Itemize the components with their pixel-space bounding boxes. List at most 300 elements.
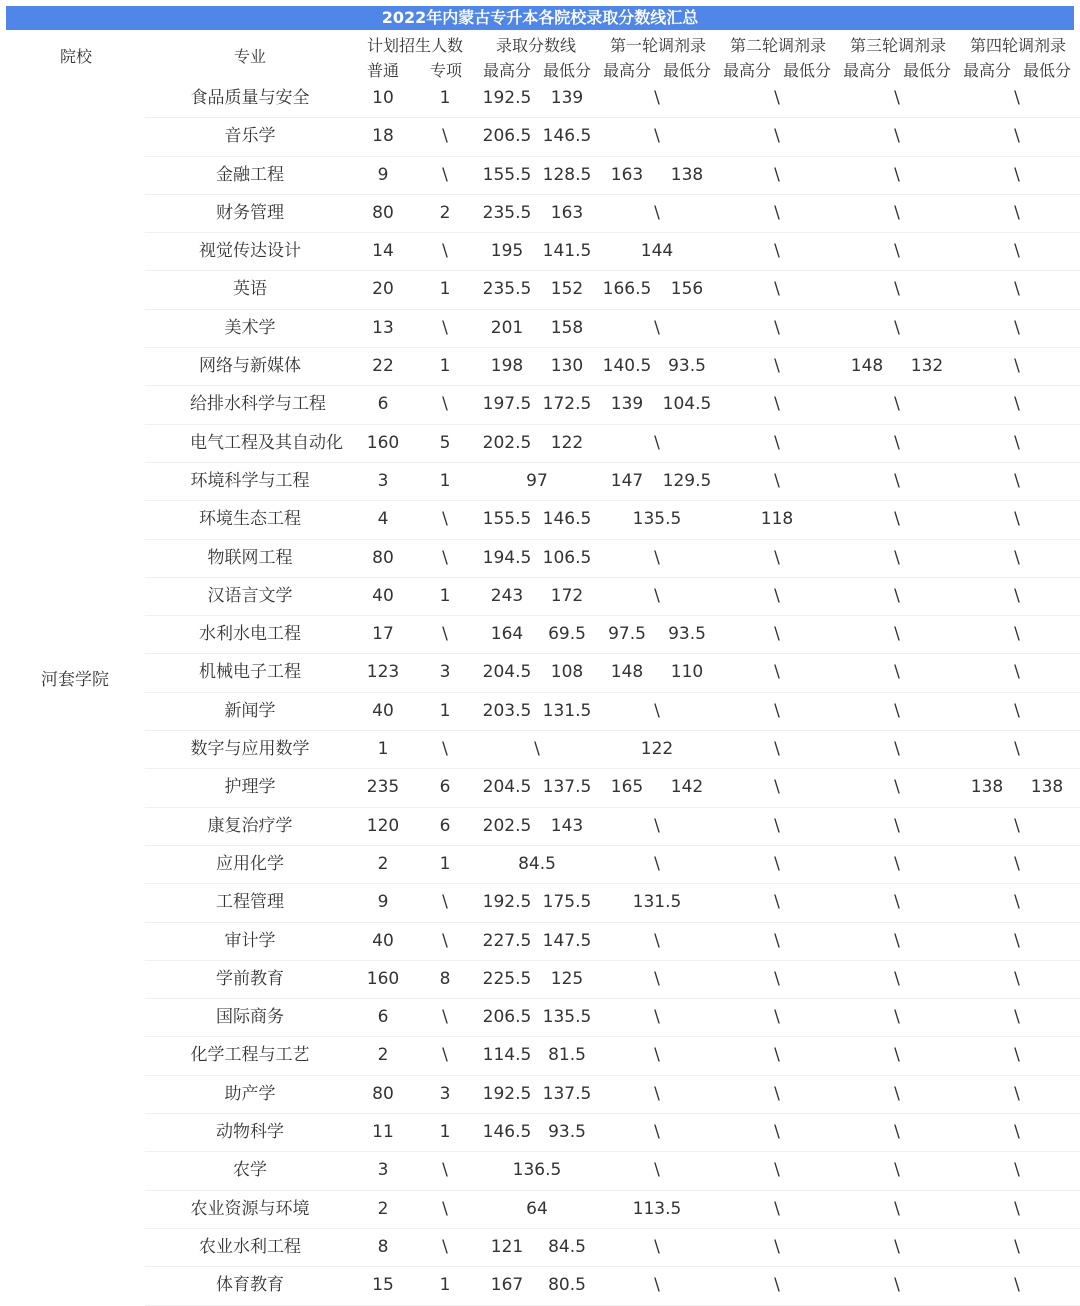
cell-major: 化学工程与工艺 — [190, 1045, 310, 1066]
cell-major: 新闻学 — [224, 700, 276, 721]
cell-special: 1 — [439, 356, 451, 377]
cell-r1: \ — [654, 585, 660, 606]
cell-special: \ — [442, 164, 448, 185]
cell-r1: 144 — [640, 241, 674, 262]
cell-amin: 125 — [550, 968, 584, 989]
cell-r2: \ — [774, 853, 780, 874]
cell-special: 6 — [439, 815, 451, 836]
cell-amin: 84.5 — [548, 1236, 586, 1257]
table-row — [145, 578, 1080, 616]
cell-special: 1 — [439, 700, 451, 721]
table-row — [145, 846, 1080, 884]
cell-amin: 131.5 — [542, 700, 592, 721]
cell-r3: \ — [894, 1122, 900, 1143]
cell-amin: 106.5 — [542, 547, 592, 568]
cell-special: \ — [442, 547, 448, 568]
cell-r4min: 138 — [1030, 777, 1064, 798]
cell-amin: 135.5 — [542, 1007, 592, 1028]
cell-amin: 163 — [550, 202, 584, 223]
cell-r4: \ — [1014, 1045, 1020, 1066]
cell-amax: 198 — [490, 356, 524, 377]
cell-special: 1 — [439, 279, 451, 300]
cell-r3: \ — [894, 892, 900, 913]
table-row — [145, 310, 1080, 348]
cell-r1: 135.5 — [632, 509, 682, 530]
cell-major: 英语 — [233, 279, 267, 300]
cell-special: \ — [442, 241, 448, 262]
cell-normal: 8 — [377, 1236, 389, 1257]
cell-r1: \ — [654, 815, 660, 836]
header-plan-special: 专项 — [429, 61, 462, 80]
cell-r1: \ — [654, 1045, 660, 1066]
cell-amin: 143 — [550, 815, 584, 836]
cell-r3: \ — [894, 394, 900, 415]
cell-r4: \ — [1014, 279, 1020, 300]
cell-normal: 40 — [372, 700, 394, 721]
cell-r3: \ — [894, 739, 900, 760]
cell-r4: \ — [1014, 202, 1020, 223]
cell-normal: 17 — [372, 624, 394, 645]
cell-r1min: 138 — [670, 164, 704, 185]
header-round3: 第三轮调剂录 — [849, 36, 946, 55]
cell-amax: 206.5 — [482, 126, 532, 147]
cell-major: 物联网工程 — [207, 547, 293, 568]
cell-r1: \ — [654, 1160, 660, 1181]
cell-normal: 3 — [377, 1160, 389, 1181]
cell-amin: 146.5 — [542, 126, 592, 147]
cell-r1: 131.5 — [632, 892, 682, 913]
table-header — [0, 30, 1080, 80]
cell-major: 工程管理 — [216, 892, 284, 913]
cell-r3: \ — [894, 1198, 900, 1219]
cell-normal: 80 — [372, 547, 394, 568]
cell-major: 电气工程及其自动化 — [190, 432, 343, 453]
cell-major: 网络与新媒体 — [199, 356, 301, 377]
cell-r1max: 163 — [610, 164, 644, 185]
cell-r2: \ — [774, 968, 780, 989]
cell-amax: 192.5 — [482, 88, 532, 108]
cell-special: \ — [442, 624, 448, 645]
cell-amin: 147.5 — [542, 930, 592, 951]
cell-major: 体育教育 — [216, 1275, 284, 1296]
cell-special: \ — [442, 317, 448, 338]
cell-amax: 192.5 — [482, 1083, 532, 1104]
cell-r3: \ — [894, 88, 900, 108]
cell-r2: \ — [774, 585, 780, 606]
cell-r2: \ — [774, 624, 780, 645]
cell-amax: 201 — [490, 317, 524, 338]
cell-major: 数字与应用数学 — [190, 739, 310, 760]
cell-r2: \ — [774, 356, 780, 377]
cell-normal: 160 — [366, 432, 400, 453]
cell-special: \ — [442, 1236, 448, 1257]
cell-special: 3 — [439, 1083, 451, 1104]
cell-normal: 20 — [372, 279, 394, 300]
cell-r1: \ — [654, 547, 660, 568]
cell-a: 64 — [526, 1198, 548, 1219]
cell-r3: \ — [894, 1083, 900, 1104]
cell-special: \ — [442, 930, 448, 951]
cell-amin: 172 — [550, 585, 584, 606]
cell-r3: \ — [894, 1007, 900, 1028]
cell-normal: 2 — [377, 1045, 389, 1066]
header-round1: 第一轮调剂录 — [609, 36, 706, 55]
header-min: 最低分 — [662, 61, 711, 80]
cell-r1: \ — [654, 1275, 660, 1296]
cell-r4: \ — [1014, 470, 1020, 491]
table-row — [145, 80, 1080, 118]
cell-r1max: 165 — [610, 777, 644, 798]
cell-amax: 192.5 — [482, 892, 532, 913]
cell-r4: \ — [1014, 317, 1020, 338]
table-row — [145, 731, 1080, 769]
table-row — [145, 769, 1080, 807]
cell-special: 1 — [439, 88, 451, 108]
cell-r2: \ — [774, 777, 780, 798]
cell-r2: \ — [774, 1045, 780, 1066]
cell-r4: \ — [1014, 815, 1020, 836]
cell-amax: 235.5 — [482, 202, 532, 223]
cell-r3: \ — [894, 585, 900, 606]
cell-r1: \ — [654, 1007, 660, 1028]
cell-r1: \ — [654, 1083, 660, 1104]
header-school: 院校 — [59, 47, 92, 66]
cell-normal: 2 — [377, 1198, 389, 1219]
cell-r4: \ — [1014, 1007, 1020, 1028]
cell-r4: \ — [1014, 509, 1020, 530]
table-row — [145, 693, 1080, 731]
cell-major: 水利水电工程 — [199, 624, 301, 645]
header-max: 最高分 — [962, 61, 1011, 80]
cell-r4: \ — [1014, 241, 1020, 262]
cell-special: \ — [442, 739, 448, 760]
table-row — [145, 1267, 1080, 1305]
header-max: 最高分 — [482, 61, 531, 80]
cell-r1max: 97.5 — [608, 624, 646, 645]
cell-major: 农业水利工程 — [199, 1236, 301, 1257]
cell-r4: \ — [1014, 1275, 1020, 1296]
cell-amax: 206.5 — [482, 1007, 532, 1028]
cell-amax: 227.5 — [482, 930, 532, 951]
cell-r3: \ — [894, 241, 900, 262]
cell-special: \ — [442, 394, 448, 415]
cell-r1: \ — [654, 853, 660, 874]
cell-normal: 160 — [366, 968, 400, 989]
cell-major: 音乐学 — [224, 126, 276, 147]
cell-r4: \ — [1014, 624, 1020, 645]
cell-amin: 139 — [550, 88, 584, 108]
cell-special: \ — [442, 1198, 448, 1219]
cell-r1max: 147 — [610, 470, 644, 491]
cell-amax: 202.5 — [482, 432, 532, 453]
cell-major: 环境科学与工程 — [190, 470, 310, 491]
table-row — [145, 1152, 1080, 1190]
cell-r1max: 139 — [610, 394, 644, 415]
cell-r1min: 142 — [670, 777, 704, 798]
cell-r4: \ — [1014, 892, 1020, 913]
cell-amax: 204.5 — [482, 662, 532, 683]
cell-special: \ — [442, 1045, 448, 1066]
cell-normal: 11 — [372, 1122, 394, 1143]
header-plan-normal: 普通 — [366, 61, 399, 80]
table-row — [145, 1191, 1080, 1229]
cell-r2: \ — [774, 1160, 780, 1181]
cell-special: 1 — [439, 1122, 451, 1143]
cell-amax: 203.5 — [482, 700, 532, 721]
cell-special: \ — [442, 1007, 448, 1028]
table-row — [145, 463, 1080, 501]
cell-major: 汉语言文学 — [207, 585, 293, 606]
table-row — [145, 1229, 1080, 1267]
cell-special: 5 — [439, 432, 451, 453]
cell-r4: \ — [1014, 853, 1020, 874]
cell-major: 学前教育 — [216, 968, 284, 989]
cell-r3min: 132 — [910, 356, 944, 377]
cell-major: 金融工程 — [216, 164, 284, 185]
cell-major: 农学 — [233, 1160, 267, 1181]
cell-r3: \ — [894, 662, 900, 683]
header-min: 最低分 — [542, 61, 591, 80]
cell-normal: 1 — [377, 739, 389, 760]
cell-amax: 155.5 — [482, 164, 532, 185]
cell-r2: \ — [774, 88, 780, 108]
cell-amin: 172.5 — [542, 394, 592, 415]
cell-major: 给排水科学与工程 — [190, 394, 326, 415]
cell-r2: \ — [774, 317, 780, 338]
cell-amax: 155.5 — [482, 509, 532, 530]
cell-r1min: 156 — [670, 279, 704, 300]
cell-normal: 14 — [372, 241, 394, 262]
table-row — [145, 540, 1080, 578]
cell-normal: 80 — [372, 202, 394, 223]
cell-r3: \ — [894, 853, 900, 874]
cell-normal: 22 — [372, 356, 394, 377]
cell-r1min: 129.5 — [662, 470, 712, 491]
cell-major: 机械电子工程 — [199, 662, 301, 683]
cell-normal: 40 — [372, 930, 394, 951]
cell-r2: \ — [774, 1083, 780, 1104]
cell-r4: \ — [1014, 126, 1020, 147]
cell-r1: \ — [654, 88, 660, 108]
cell-r4: \ — [1014, 547, 1020, 568]
cell-r3: \ — [894, 777, 900, 798]
cell-r2: \ — [774, 547, 780, 568]
cell-amin: 137.5 — [542, 777, 592, 798]
cell-r4: \ — [1014, 739, 1020, 760]
cell-amin: 130 — [550, 356, 584, 377]
header-max: 最高分 — [722, 61, 771, 80]
cell-r3: \ — [894, 509, 900, 530]
cell-normal: 80 — [372, 1083, 394, 1104]
cell-r3: \ — [894, 432, 900, 453]
cell-amax: 167 — [490, 1275, 524, 1296]
cell-r4: \ — [1014, 585, 1020, 606]
cell-r4: \ — [1014, 1236, 1020, 1257]
cell-amax: 114.5 — [482, 1045, 532, 1066]
cell-r3: \ — [894, 624, 900, 645]
table-row — [145, 501, 1080, 539]
cell-normal: 13 — [372, 317, 394, 338]
table-row — [145, 1037, 1080, 1075]
cell-r4max: 138 — [970, 777, 1004, 798]
cell-amax: 194.5 — [482, 547, 532, 568]
cell-special: 1 — [439, 853, 451, 874]
cell-amin: 146.5 — [542, 509, 592, 530]
cell-r4: \ — [1014, 1083, 1020, 1104]
cell-r3: \ — [894, 1160, 900, 1181]
cell-normal: 123 — [366, 662, 400, 683]
table-row — [145, 386, 1080, 424]
cell-r4: \ — [1014, 1198, 1020, 1219]
cell-special: 1 — [439, 1275, 451, 1296]
cell-amax: 202.5 — [482, 815, 532, 836]
table-row — [145, 195, 1080, 233]
cell-r3: \ — [894, 968, 900, 989]
cell-a: \ — [534, 739, 540, 760]
cell-r2: \ — [774, 164, 780, 185]
cell-r1: \ — [654, 126, 660, 147]
cell-amin: 152 — [550, 279, 584, 300]
cell-a: 97 — [526, 470, 548, 491]
cell-major: 环境生态工程 — [199, 509, 301, 530]
cell-amax: 197.5 — [482, 394, 532, 415]
header-admit: 录取分数线 — [495, 36, 576, 55]
cell-normal: 9 — [377, 892, 389, 913]
cell-r1: 122 — [640, 739, 674, 760]
cell-amax: 235.5 — [482, 279, 532, 300]
cell-major: 助产学 — [224, 1083, 276, 1104]
header-min: 最低分 — [902, 61, 951, 80]
cell-r1: \ — [654, 930, 660, 951]
cell-r3: \ — [894, 1045, 900, 1066]
cell-amin: 128.5 — [542, 164, 592, 185]
cell-r1min: 93.5 — [668, 624, 706, 645]
cell-amin: 80.5 — [548, 1275, 586, 1296]
cell-major: 应用化学 — [216, 853, 284, 874]
cell-r3: \ — [894, 930, 900, 951]
cell-r3: \ — [894, 815, 900, 836]
cell-normal: 6 — [377, 1007, 389, 1028]
table-body — [145, 80, 1080, 1306]
cell-amin: 122 — [550, 432, 584, 453]
cell-r3: \ — [894, 1275, 900, 1296]
cell-special: 3 — [439, 662, 451, 683]
cell-r4: \ — [1014, 164, 1020, 185]
cell-r1min: 93.5 — [668, 356, 706, 377]
table-row — [145, 961, 1080, 999]
cell-r2: \ — [774, 1007, 780, 1028]
table-row — [145, 1076, 1080, 1114]
cell-r3: \ — [894, 547, 900, 568]
table-row — [145, 425, 1080, 463]
cell-r4: \ — [1014, 968, 1020, 989]
cell-major: 护理学 — [224, 777, 276, 798]
cell-major: 视觉传达设计 — [199, 241, 301, 262]
cell-r4: \ — [1014, 1122, 1020, 1143]
cell-r2: \ — [774, 930, 780, 951]
cell-normal: 4 — [377, 509, 389, 530]
cell-major: 美术学 — [224, 317, 276, 338]
cell-amax: 225.5 — [482, 968, 532, 989]
table-row — [145, 348, 1080, 386]
cell-r2: \ — [774, 1122, 780, 1143]
cell-r2: \ — [774, 279, 780, 300]
cell-amin: 69.5 — [548, 624, 586, 645]
cell-r2: \ — [774, 892, 780, 913]
cell-amax: 243 — [490, 585, 524, 606]
cell-amax: 195 — [490, 241, 524, 262]
cell-r1max: 148 — [610, 662, 644, 683]
cell-r2: \ — [774, 1236, 780, 1257]
table-row — [145, 118, 1080, 156]
cell-special: 1 — [439, 585, 451, 606]
cell-r3max: 148 — [850, 356, 884, 377]
cell-r4: \ — [1014, 356, 1020, 377]
cell-normal: 15 — [372, 1275, 394, 1296]
cell-r2: \ — [774, 394, 780, 415]
cell-r2: \ — [774, 815, 780, 836]
header-min: 最低分 — [782, 61, 831, 80]
cell-r2: \ — [774, 700, 780, 721]
header-major: 专业 — [233, 47, 266, 66]
cell-special: \ — [442, 892, 448, 913]
cell-normal: 2 — [377, 853, 389, 874]
cell-r4: \ — [1014, 700, 1020, 721]
table-row — [145, 923, 1080, 961]
cell-amin: 137.5 — [542, 1083, 592, 1104]
cell-r2: \ — [774, 662, 780, 683]
cell-major: 动物科学 — [216, 1122, 284, 1143]
cell-major: 财务管理 — [216, 202, 284, 223]
cell-r2: \ — [774, 1198, 780, 1219]
cell-amin: 158 — [550, 317, 584, 338]
cell-r4: \ — [1014, 432, 1020, 453]
cell-r2: \ — [774, 1275, 780, 1296]
cell-r4: \ — [1014, 662, 1020, 683]
cell-r1: \ — [654, 202, 660, 223]
header-max: 最高分 — [602, 61, 651, 80]
table-row — [145, 999, 1080, 1037]
cell-r2: \ — [774, 241, 780, 262]
cell-r1: \ — [654, 317, 660, 338]
header-plan: 计划招生人数 — [366, 36, 463, 55]
cell-r3: \ — [894, 126, 900, 147]
cell-r3: \ — [894, 317, 900, 338]
cell-amax: 204.5 — [482, 777, 532, 798]
table-row — [145, 654, 1080, 692]
cell-special: \ — [442, 1160, 448, 1181]
cell-normal: 6 — [377, 394, 389, 415]
cell-special: 6 — [439, 777, 451, 798]
cell-special: 1 — [439, 470, 451, 491]
cell-special: 8 — [439, 968, 451, 989]
cell-r1: \ — [654, 1122, 660, 1143]
cell-r2: \ — [774, 432, 780, 453]
cell-r2: 118 — [760, 509, 794, 530]
cell-major: 农业资源与环境 — [190, 1198, 310, 1219]
cell-r2: \ — [774, 126, 780, 147]
cell-r1max: 140.5 — [602, 356, 652, 377]
header-round2: 第二轮调剂录 — [729, 36, 826, 55]
cell-amin: 108 — [550, 662, 584, 683]
cell-normal: 120 — [366, 815, 400, 836]
cell-major: 康复治疗学 — [207, 815, 293, 836]
cell-normal: 3 — [377, 470, 389, 491]
school-name: 河套学院 — [41, 670, 109, 690]
cell-r2: \ — [774, 470, 780, 491]
cell-amin: 93.5 — [548, 1122, 586, 1143]
table-row — [145, 271, 1080, 309]
